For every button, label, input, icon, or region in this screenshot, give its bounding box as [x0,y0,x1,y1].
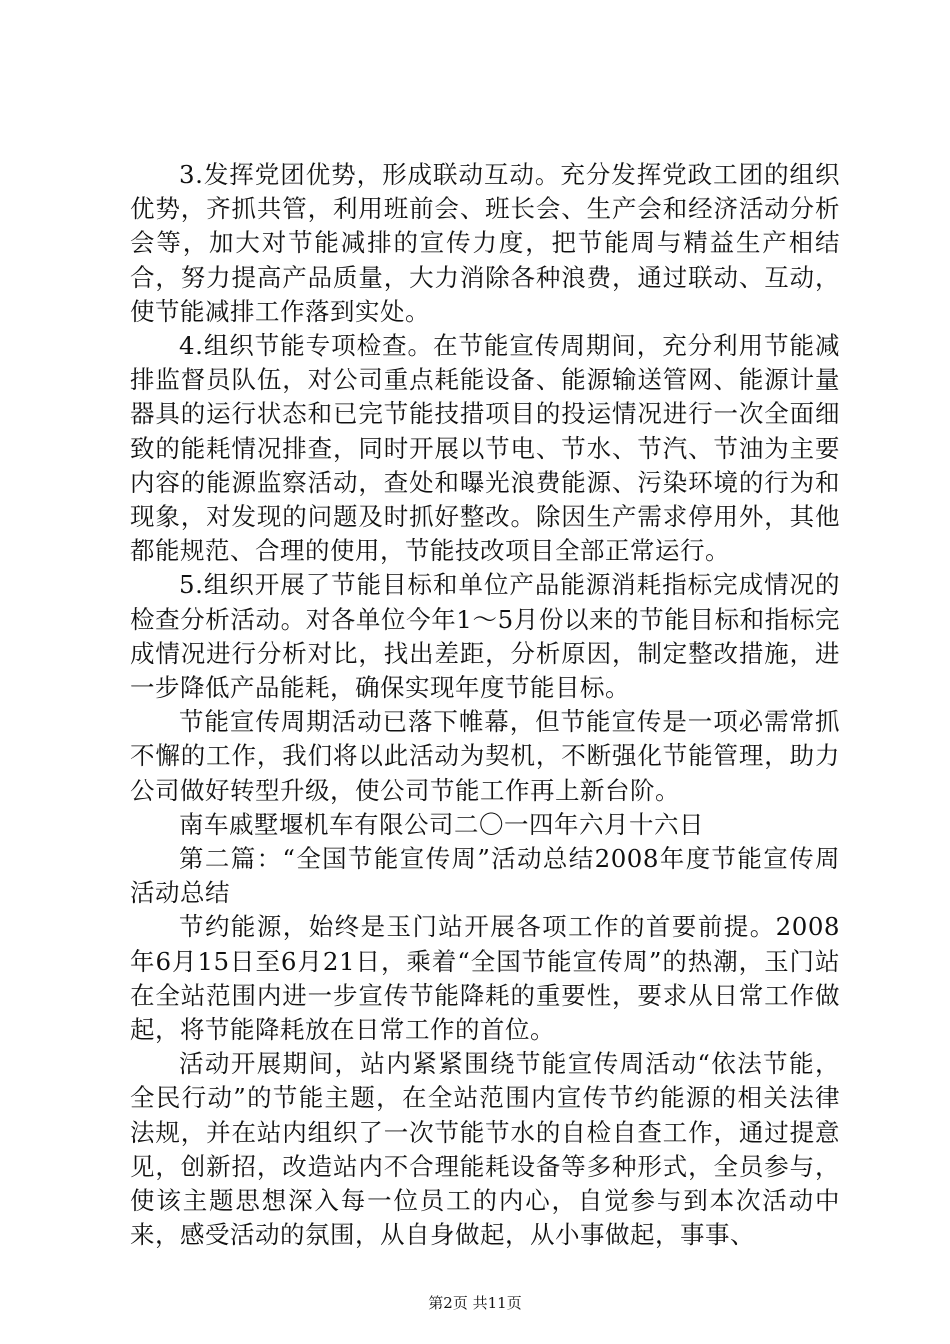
paragraph-activity: 活动开展期间，站内紧紧围绕节能宣传周活动“依法节能，全民行动”的节能主题，在全站范围内宣传节约能源的相关法律法规，并在站内组织了一次节能节水的自检自查工作，通过提意见，创新招，改造站内不合理能耗设备等多种形式，全员参与，使该主题思想深入每一位员工的内心，自觉参与到本次活动中来，感受活动的氛围，从自身做起，从小事做起，事事、 [130,1049,840,1250]
paragraph-conclusion: 节能宣传周期活动已落下帷幕，但节能宣传是一项必需常抓不懈的工作，我们将以此活动为契机，不断强化节能管理，助力公司做好转型升级，使公司节能工作再上新台阶。 [130,707,840,805]
paragraph-signature-date: 南车戚墅堰机车有限公司二〇一四年六月十六日 [179,809,704,839]
paragraph-intro: 节约能源，始终是玉门站开展各项工作的首要前提。2008年6月15日至6月21日，乘着“全国节能宣传周”的热潮，玉门站在全站范围内进一步宣传节能降耗的重要性，要求从日常工作做起，将节能降耗放在日常工作的首位。 [130,912,840,1045]
paragraph-section-heading: 第二篇：“全国节能宣传周”活动总结2008年度节能宣传周活动总结 [130,844,840,908]
page-number-footer: 第2页 共11页 [428,1294,522,1312]
document-body [130,158,840,1253]
paragraph-energy-item-5: 5.组织开展了节能目标和单位产品能源消耗指标完成情况的检查分析活动。对各单位今年1～5月份以来的节能目标和指标完成情况进行分析对比，找出差距，分析原因，制定整改措施，进一步降低产品能耗，确保实现年度节能目标。 [130,570,840,703]
paragraph-energy-item-4: 4.组织节能专项检查。在节能宣传周期间，充分利用节能减排监督员队伍，对公司重点耗能设备、能源输送管网、能源计量器具的运行状态和已完节能技措项目的投运情况进行一次全面细致的能耗情况排查，同时开展以节电、节水、节汽、节油为主要内容的能源监察活动，查处和曝光浪费能源、污染环境的行为和现象，对发现的问题及时抓好整改。除因生产需求停用外，其他都能规范、合理的使用，节能技改项目全部正常运行。 [130,331,840,566]
paragraph-energy-item-3: 3.发挥党团优势，形成联动互动。充分发挥党政工团的组织优势，齐抓共管，利用班前会、班长会、生产会和经济活动分析会等，加大对节能减排的宣传力度，把节能周与精益生产相结合，努力提高产品质量，大力消除各种浪费，通过联动、互动，使节能减排工作落到实处。 [130,160,840,326]
